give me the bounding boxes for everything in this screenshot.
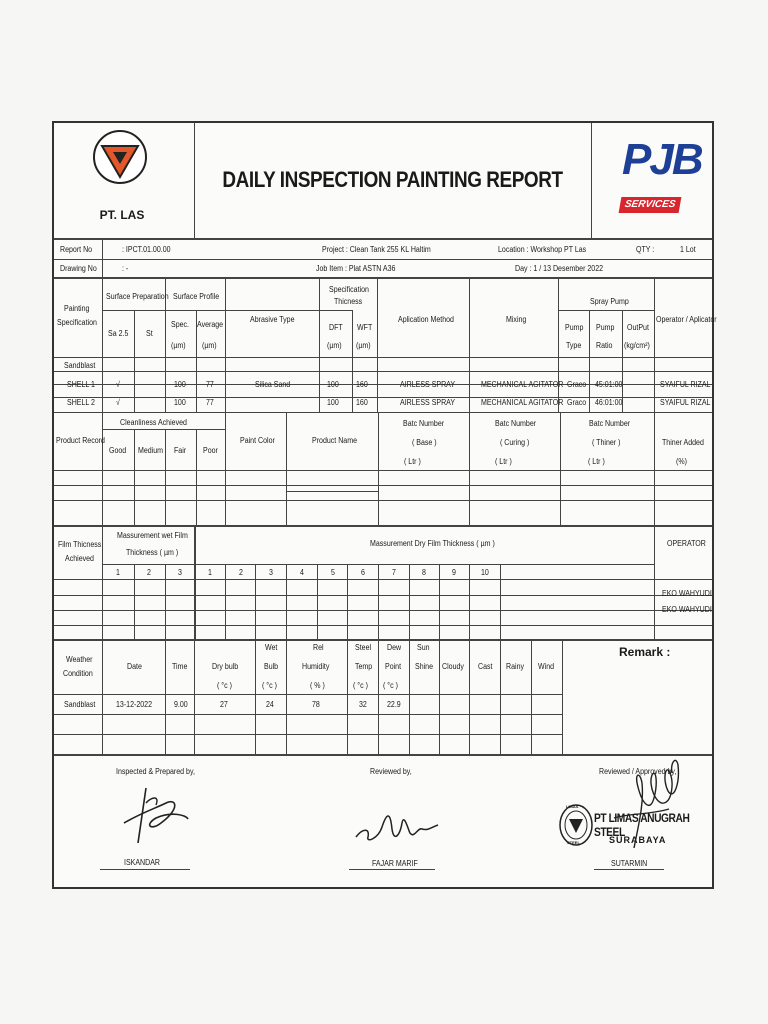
steel-temp-unit: ( °c ) <box>353 681 368 690</box>
signature-fajar <box>352 799 442 849</box>
seal-text-bottom: STEEL <box>567 840 580 845</box>
weather-row-dew: 22.9 <box>387 700 401 709</box>
output-unit: (kg/cm²) <box>624 341 650 350</box>
shell2-ratio: 46:01:00 <box>595 398 623 407</box>
shell1-dft: 100 <box>327 380 339 389</box>
shell2-method: AIRLESS SPRAY <box>400 398 456 407</box>
dft-unit: (µm) <box>327 341 342 350</box>
seal-text-top: LIMAS <box>566 804 579 809</box>
inspected-by-label: Inspected & Prepared by, <box>116 767 195 776</box>
batch-thinner-sub: ( Thiner ) <box>592 438 621 447</box>
wet-col-2: 2 <box>147 568 151 577</box>
pump-ratio-header-2: Ratio <box>596 341 613 350</box>
shell1-wft: 160 <box>356 380 368 389</box>
dry-col-4: 4 <box>300 568 304 577</box>
spec-unit: (µm) <box>171 341 186 350</box>
company-seal <box>558 803 594 847</box>
dry-bulb-header: Dry bulb <box>212 662 239 671</box>
batch-curing-sub: ( Curing ) <box>500 438 530 447</box>
cast-header: Cast <box>478 662 493 671</box>
wet-col-3: 3 <box>178 568 182 577</box>
spec-header: Spec. <box>171 320 190 329</box>
sun-shine-header: Sun <box>417 643 430 652</box>
signature-iskandar <box>116 783 196 853</box>
shell1-spec: 100 <box>174 380 186 389</box>
signature-sutarmin <box>594 743 694 853</box>
inspection-report-sheet <box>52 121 717 889</box>
stamp-city: SURABAYA <box>609 835 667 845</box>
surface-preparation-header: Surface Preparation <box>106 292 169 301</box>
painting-spec-label-2: Specification <box>57 318 97 327</box>
shell2-avg: 77 <box>206 398 214 407</box>
shell1-pump: Graco <box>567 380 587 389</box>
mixing-header: Mixing <box>506 315 527 324</box>
shell2-sa: √ <box>116 398 120 407</box>
cleanliness-header: Cleanliness Achieved <box>120 418 187 427</box>
operator-applicator-header: Operator / Aplicator <box>656 315 717 324</box>
wet-film-header-2: Thickness ( µm ) <box>126 548 179 557</box>
weather-row-time: 9.00 <box>174 700 188 709</box>
drawing-no-label: Drawing No <box>60 264 97 273</box>
dry-film-header: Massurement Dry Film Thickness ( µm ) <box>370 539 495 548</box>
output-header: OutPut <box>627 323 649 332</box>
wet-bulb-header-2: Bulb <box>264 662 279 671</box>
film-thickness-label-2: Achieved <box>65 554 94 563</box>
good-header: Good <box>109 446 127 455</box>
report-title: DAILY INSPECTION PAINTING REPORT <box>222 167 563 192</box>
dry-col-7: 7 <box>392 568 396 577</box>
batch-thinner-ltr: ( Ltr ) <box>588 457 605 466</box>
painting-spec-label: Painting <box>64 304 90 313</box>
dew-point-header-2: Point <box>385 662 402 671</box>
weather-time-header: Time <box>172 662 188 671</box>
steel-temp-header: Steel <box>355 643 372 652</box>
company-logo <box>92 127 148 187</box>
dry-col-6: 6 <box>361 568 365 577</box>
approved-by-label: Reviewed / Approved by, <box>599 767 677 776</box>
weather-label: Weather <box>66 655 93 664</box>
shell2-wft: 160 <box>356 398 368 407</box>
batch-curing-ltr: ( Ltr ) <box>495 457 512 466</box>
wet-col-1: 1 <box>116 568 120 577</box>
job-item-field: Job Item : Plat ASTN A36 <box>316 264 396 273</box>
dew-point-unit: ( °c ) <box>383 681 398 690</box>
dry-col-8: 8 <box>422 568 426 577</box>
shell2-name: SHELL 2 <box>67 398 95 407</box>
film-operator-2: EKO WAHYUDI <box>662 605 712 614</box>
spec-thickness-header: Specification <box>329 285 369 294</box>
rel-humidity-unit: ( % ) <box>310 681 325 690</box>
cloudy-header: Cloudy <box>442 662 464 671</box>
wft-unit: (µm) <box>356 341 371 350</box>
shell1-operator: SYAIFUL RIZAL <box>660 380 711 389</box>
rainy-header: Rainy <box>506 662 524 671</box>
shell2-mixing: MECHANICAL AGITATOR <box>481 398 564 407</box>
name-sutarmin: SUTARMIN <box>611 859 648 868</box>
shell1-ratio: 45:01:00 <box>595 380 623 389</box>
pjb-services-logo <box>618 135 702 221</box>
batch-base-header: Batc Number <box>403 419 445 428</box>
spec-thickness-header-2: Thicness <box>334 297 363 306</box>
rel-humidity-header: Rel <box>313 643 324 652</box>
wind-header: Wind <box>538 662 555 671</box>
dry-col-3: 3 <box>269 568 273 577</box>
dry-col-9: 9 <box>452 568 456 577</box>
rel-humidity-header-2: Humidity <box>302 662 330 671</box>
batch-curing-header: Batc Number <box>495 419 537 428</box>
report-no-value: : IPCT.01.00.00 <box>122 245 171 254</box>
thinner-added-unit: (%) <box>676 457 687 466</box>
surface-profile-header: Surface Profile <box>173 292 220 301</box>
qty-value: 1 Lot <box>680 245 696 254</box>
dry-col-5: 5 <box>331 568 335 577</box>
qty-label: QTY : <box>636 245 655 254</box>
day-field: Day : 1 / 13 Desember 2022 <box>515 264 604 273</box>
shell1-name: SHELL 1 <box>67 380 95 389</box>
shell1-sa: √ <box>116 380 120 389</box>
weather-row-dry: 27 <box>220 700 228 709</box>
report-no-label: Report No <box>60 245 93 254</box>
steel-temp-header-2: Temp <box>355 662 373 671</box>
name-iskandar: ISKANDAR <box>124 858 160 867</box>
pjb-services-text: SERVICES <box>619 197 682 213</box>
stamp-company-name: PT LIMAS ANUGRAH STEEL <box>594 811 690 839</box>
company-logo-text: PT. LAS <box>99 208 145 222</box>
shell2-pump: Graco <box>567 398 587 407</box>
dew-point-header: Dew <box>387 643 402 652</box>
dry-col-10: 10 <box>481 568 489 577</box>
spray-pump-header: Spray Pump <box>590 297 629 306</box>
shell2-dft: 100 <box>327 398 339 407</box>
wet-film-header: Massurement wet Film <box>117 531 188 540</box>
fair-header: Fair <box>174 446 187 455</box>
drawing-no-value: : - <box>122 264 129 273</box>
poor-header: Poor <box>203 446 218 455</box>
reviewed-by-label: Reviewed by, <box>370 767 412 776</box>
shell1-method: AIRLESS SPRAY <box>400 380 456 389</box>
abrasive-value: Silica Sand <box>255 380 291 389</box>
dft-header: DFT <box>329 323 343 332</box>
product-record-label: Product Record <box>56 436 105 445</box>
project-field: Project : Clean Tank 255 KL Haltim <box>322 245 431 254</box>
film-operator-1: EKO WAHYUDI <box>662 589 712 598</box>
location-field: Location : Workshop PT Las <box>498 245 587 254</box>
medium-header: Medium <box>138 446 164 455</box>
batch-thinner-header: Batc Number <box>589 419 631 428</box>
wet-bulb-header: Wet <box>265 643 278 652</box>
weather-date-header: Date <box>127 662 142 671</box>
batch-base-sub: ( Base ) <box>412 438 437 447</box>
average-unit: (µm) <box>202 341 217 350</box>
sun-shine-header-2: Shine <box>415 662 434 671</box>
weather-row-date: 13-12-2022 <box>116 700 153 709</box>
pump-ratio-header: Pump <box>596 323 615 332</box>
weather-row-rh: 78 <box>312 700 320 709</box>
shell1-mixing: MECHANICAL AGITATOR <box>481 380 564 389</box>
shell2-operator: SYAIFUL RIZAL <box>660 398 711 407</box>
wft-header: WFT <box>357 323 373 332</box>
remark-label: Remark : <box>619 645 671 659</box>
batch-base-ltr: ( Ltr ) <box>404 457 421 466</box>
st-header: St <box>146 329 153 338</box>
wet-bulb-unit: ( °c ) <box>262 681 277 690</box>
shell2-spec: 100 <box>174 398 186 407</box>
application-method-header: Aplication Method <box>398 315 454 324</box>
sa25-header: Sa 2.5 <box>108 329 129 338</box>
sandblast-label: Sandblast <box>64 361 96 370</box>
paint-color-header: Paint Color <box>240 436 275 445</box>
dry-bulb-unit: ( °c ) <box>217 681 232 690</box>
product-name-header: Product Name <box>312 436 358 445</box>
thinner-added-header: Thiner Added <box>662 438 704 447</box>
film-thickness-label: Film Thicness <box>58 540 102 549</box>
shell1-avg: 77 <box>206 380 214 389</box>
abrasive-type-header: Abrasive Type <box>250 315 295 324</box>
weather-label-2: Condition <box>63 669 93 678</box>
average-header: Average <box>197 320 224 329</box>
weather-row-label: Sandblast <box>64 700 96 709</box>
dry-col-2: 2 <box>239 568 243 577</box>
pjb-logo-text: PJB <box>622 135 702 184</box>
weather-row-steel: 32 <box>359 700 367 709</box>
film-operator-header: OPERATOR <box>667 539 706 548</box>
pump-type-header-2: Type <box>566 341 582 350</box>
dry-col-1: 1 <box>208 568 212 577</box>
name-fajar: FAJAR MARIF <box>372 859 418 868</box>
weather-row-wet: 24 <box>266 700 274 709</box>
pump-type-header: Pump <box>565 323 584 332</box>
